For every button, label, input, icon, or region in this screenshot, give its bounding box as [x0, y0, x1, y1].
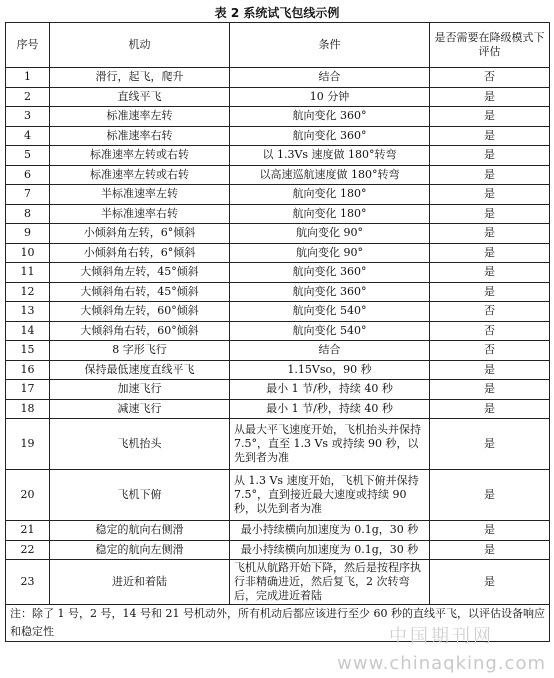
cell-maneuver: 标准速率左转 — [50, 107, 230, 127]
cell-evaluate: 否 — [430, 68, 550, 88]
table-row — [6, 224, 550, 244]
table-row — [6, 419, 550, 470]
table-row — [6, 204, 550, 224]
cell-maneuver: 大倾斜角右转，45°倾斜 — [50, 282, 230, 302]
cell-no: 21 — [6, 521, 50, 541]
cell-no: 9 — [6, 224, 50, 244]
cell-maneuver: 进近和着陆 — [50, 560, 230, 605]
cell-condition: 航向变化 540° — [230, 302, 430, 322]
cell-condition: 航向变化 180° — [230, 185, 430, 205]
table-header-row — [6, 23, 550, 68]
cell-no: 20 — [6, 470, 50, 521]
cell-maneuver: 标准速率左转或右转 — [50, 165, 230, 185]
cell-evaluate: 否 — [430, 302, 550, 322]
cell-no: 13 — [6, 302, 50, 322]
cell-condition: 最小持续横向加速度为 0.1g，30 秒 — [230, 540, 430, 560]
cell-condition: 航向变化 90° — [230, 243, 430, 263]
cell-maneuver: 直线平飞 — [50, 87, 230, 107]
watermark-url: www.chinaqking.com — [337, 653, 546, 674]
table-row — [6, 165, 550, 185]
cell-condition: 结合 — [230, 68, 430, 88]
table-row — [6, 263, 550, 283]
table-row — [6, 185, 550, 205]
table-row — [6, 146, 550, 166]
cell-evaluate: 是 — [430, 399, 550, 419]
cell-evaluate: 是 — [430, 224, 550, 244]
header-evaluate: 是否需要在降级模式下评估 — [430, 23, 550, 68]
table-row — [6, 321, 550, 341]
cell-evaluate: 是 — [430, 560, 550, 605]
table-row — [6, 540, 550, 560]
cell-no: 2 — [6, 87, 50, 107]
table-row — [6, 380, 550, 400]
cell-maneuver: 小倾斜角左转，6°倾斜 — [50, 224, 230, 244]
cell-no: 10 — [6, 243, 50, 263]
cell-maneuver: 减速飞行 — [50, 399, 230, 419]
table-row — [6, 341, 550, 361]
cell-evaluate: 否 — [430, 341, 550, 361]
cell-evaluate: 是 — [430, 282, 550, 302]
table-row — [6, 282, 550, 302]
cell-no: 5 — [6, 146, 50, 166]
table-note: 注：除了 1 号，2 号，14 号和 21 号机动外，所有机动后都应该进行至少 60 秒的直线平飞，以评估设备响应和稳定性 — [6, 605, 550, 642]
cell-condition: 航向变化 360° — [230, 107, 430, 127]
cell-evaluate: 是 — [430, 521, 550, 541]
cell-condition: 飞机从航路开始下降，然后是按程序执行非精确进近，然后复飞，2 次转弯后，完成进近着陆 — [230, 560, 430, 605]
cell-maneuver: 标准速率左转或右转 — [50, 146, 230, 166]
cell-evaluate: 是 — [430, 146, 550, 166]
cell-condition: 10 分钟 — [230, 87, 430, 107]
table-row — [6, 399, 550, 419]
cell-maneuver: 加速飞行 — [50, 380, 230, 400]
maneuver-table — [5, 22, 550, 642]
cell-condition: 航向变化 360° — [230, 282, 430, 302]
cell-maneuver: 飞机下俯 — [50, 470, 230, 521]
cell-condition: 从最大平飞速度开始，飞机抬头并保持 7.5°，直至 1.3 Vs 或持续 90 秒，以先到者为准 — [230, 419, 430, 470]
cell-condition: 航向变化 360° — [230, 126, 430, 146]
table-row — [6, 126, 550, 146]
cell-no: 3 — [6, 107, 50, 127]
cell-no: 7 — [6, 185, 50, 205]
cell-condition: 航向变化 180° — [230, 204, 430, 224]
table-row — [6, 521, 550, 541]
cell-evaluate: 是 — [430, 470, 550, 521]
cell-maneuver: 大倾斜角右转，60°倾斜 — [50, 321, 230, 341]
cell-evaluate: 是 — [430, 204, 550, 224]
table-row — [6, 470, 550, 521]
cell-condition: 航向变化 90° — [230, 224, 430, 244]
cell-evaluate: 是 — [430, 87, 550, 107]
table-row — [6, 107, 550, 127]
cell-evaluate: 是 — [430, 380, 550, 400]
cell-no: 6 — [6, 165, 50, 185]
cell-evaluate: 是 — [430, 263, 550, 283]
cell-no: 16 — [6, 360, 50, 380]
cell-condition: 航向变化 360° — [230, 263, 430, 283]
cell-evaluate: 否 — [430, 321, 550, 341]
cell-evaluate: 是 — [430, 126, 550, 146]
cell-evaluate: 是 — [430, 243, 550, 263]
cell-condition: 以高速巡航速度做 180°转弯 — [230, 165, 430, 185]
cell-evaluate: 是 — [430, 107, 550, 127]
cell-no: 19 — [6, 419, 50, 470]
cell-maneuver: 飞机抬头 — [50, 419, 230, 470]
table-row — [6, 360, 550, 380]
cell-evaluate: 是 — [430, 540, 550, 560]
table-row — [6, 243, 550, 263]
cell-no: 12 — [6, 282, 50, 302]
cell-maneuver: 半标准速率左转 — [50, 185, 230, 205]
cell-no: 18 — [6, 399, 50, 419]
watermark-cn: 中国期刊网 — [389, 626, 494, 647]
cell-no: 23 — [6, 560, 50, 605]
cell-maneuver: 半标准速率右转 — [50, 204, 230, 224]
cell-condition: 航向变化 540° — [230, 321, 430, 341]
cell-evaluate: 是 — [430, 360, 550, 380]
cell-maneuver: 大倾斜角左转，45°倾斜 — [50, 263, 230, 283]
cell-no: 17 — [6, 380, 50, 400]
cell-evaluate: 是 — [430, 185, 550, 205]
cell-condition: 最小 1 节/秒，持续 40 秒 — [230, 399, 430, 419]
cell-no: 4 — [6, 126, 50, 146]
cell-condition: 从 1.3 Vs 速度开始，飞机下俯并保持 7.5°，直到接近最大速度或持续 90 秒，以先到者为准 — [230, 470, 430, 521]
table-row — [6, 302, 550, 322]
cell-maneuver: 8 字形飞行 — [50, 341, 230, 361]
cell-maneuver: 保持最低速度直线平飞 — [50, 360, 230, 380]
cell-maneuver: 大倾斜角左转，60°倾斜 — [50, 302, 230, 322]
cell-maneuver: 滑行，起飞，爬升 — [50, 68, 230, 88]
table-title: 表 2 系统试飞包线示例 — [214, 6, 340, 20]
cell-no: 8 — [6, 204, 50, 224]
cell-no: 22 — [6, 540, 50, 560]
header-maneuver: 机动 — [50, 23, 230, 68]
cell-evaluate: 是 — [430, 165, 550, 185]
cell-condition: 结合 — [230, 341, 430, 361]
cell-no: 14 — [6, 321, 50, 341]
cell-condition: 1.15Vso，90 秒 — [230, 360, 430, 380]
table-row — [6, 87, 550, 107]
cell-maneuver: 小倾斜角右转，6°倾斜 — [50, 243, 230, 263]
cell-no: 11 — [6, 263, 50, 283]
cell-no: 15 — [6, 341, 50, 361]
cell-condition: 以 1.3Vs 速度做 180°转弯 — [230, 146, 430, 166]
cell-maneuver: 稳定的航向右侧滑 — [50, 521, 230, 541]
cell-condition: 最小持续横向加速度为 0.1g，30 秒 — [230, 521, 430, 541]
cell-condition: 最小 1 节/秒，持续 40 秒 — [230, 380, 430, 400]
table-row — [6, 560, 550, 605]
header-condition: 条件 — [230, 23, 430, 68]
cell-maneuver: 标准速率右转 — [50, 126, 230, 146]
cell-maneuver: 稳定的航向左侧滑 — [50, 540, 230, 560]
table-row — [6, 68, 550, 88]
cell-evaluate: 是 — [430, 419, 550, 470]
header-no: 序号 — [6, 23, 50, 68]
cell-no: 1 — [6, 68, 50, 88]
